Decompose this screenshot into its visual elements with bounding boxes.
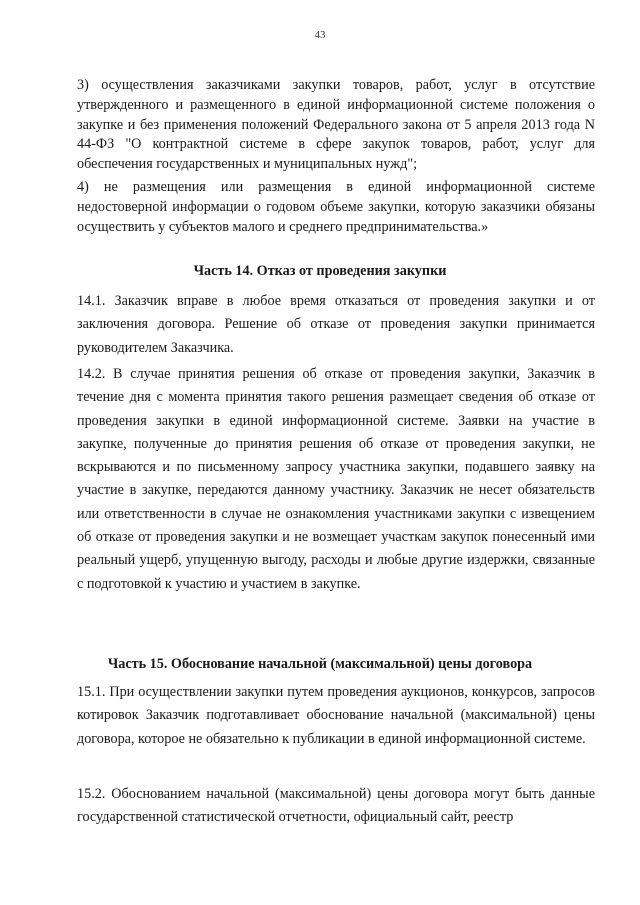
list-item-3: 3) осуществления заказчиками закупки товаров, работ, услуг в отсутствие утвержденного и размещенного в единой информационной системе положения о закупке и без применения положений Федерального закона от 5 апреля 2013 года N 44-ФЗ "О контрактной системе в сфере закупок товаров, работ, услуг для обеспечения государственных и муниципальных нужд"; xyxy=(77,77,595,173)
section-heading-part-14: Часть 14. Отказ от проведения закупки xyxy=(193,263,447,279)
paragraph-15-1: 15.1. При осуществлении закупки путем проведения аукционов, конкурсов, запросов котировок Заказчик подготавливает обоснование начальной (максимальной) цены договора, которое не обязательно к публикации в единой информационной системе. xyxy=(77,684,595,747)
paragraph-15-2: 15.2. Обоснованием начальной (максимальной) цены договора могут быть данные государственной статистической отчетности, официальный сайт, реестр xyxy=(77,786,595,826)
paragraph-14-2: 14.2. В случае принятия решения об отказе от проведения закупки, Заказчик в течение дня с момента принятия такого решения размещает сведения об отказе от проведения закупки в единой информационной системе. Заявки на участие в закупке, полученные до принятия решения об отказе от проведения закупки, не вскрываются и по письменному запросу участника закупки, подавшего заявку на участие в закупке, передаются данному участнику. Заказчик не несет обязательств или ответственности в случае не ознакомления участниками закупки с извещением об отказе от проведения закупки и не возмещает участкам закупок понесенный ими реальный ущерб, упущенную выгоду, расходы и любые другие издержки, связанные с подготовкой к участию и участием в закупке. xyxy=(77,366,595,592)
paragraph-14-1: 14.1. Заказчик вправе в любое время отказаться от проведения закупки и от заключения договора. Решение об отказе от проведения закупки принимается руководителем Заказчика. xyxy=(77,293,595,356)
section-heading-part-15: Часть 15. Обоснование начальной (максимальной) цены договора xyxy=(107,656,533,672)
page-number: 43 xyxy=(314,29,326,41)
list-item-4: 4) не размещения или размещения в единой информационной системе недостоверной информации о годовом объеме закупки, которую заказчики обязаны осуществить у субъектов малого и среднего предпринимательства.» xyxy=(77,179,595,235)
